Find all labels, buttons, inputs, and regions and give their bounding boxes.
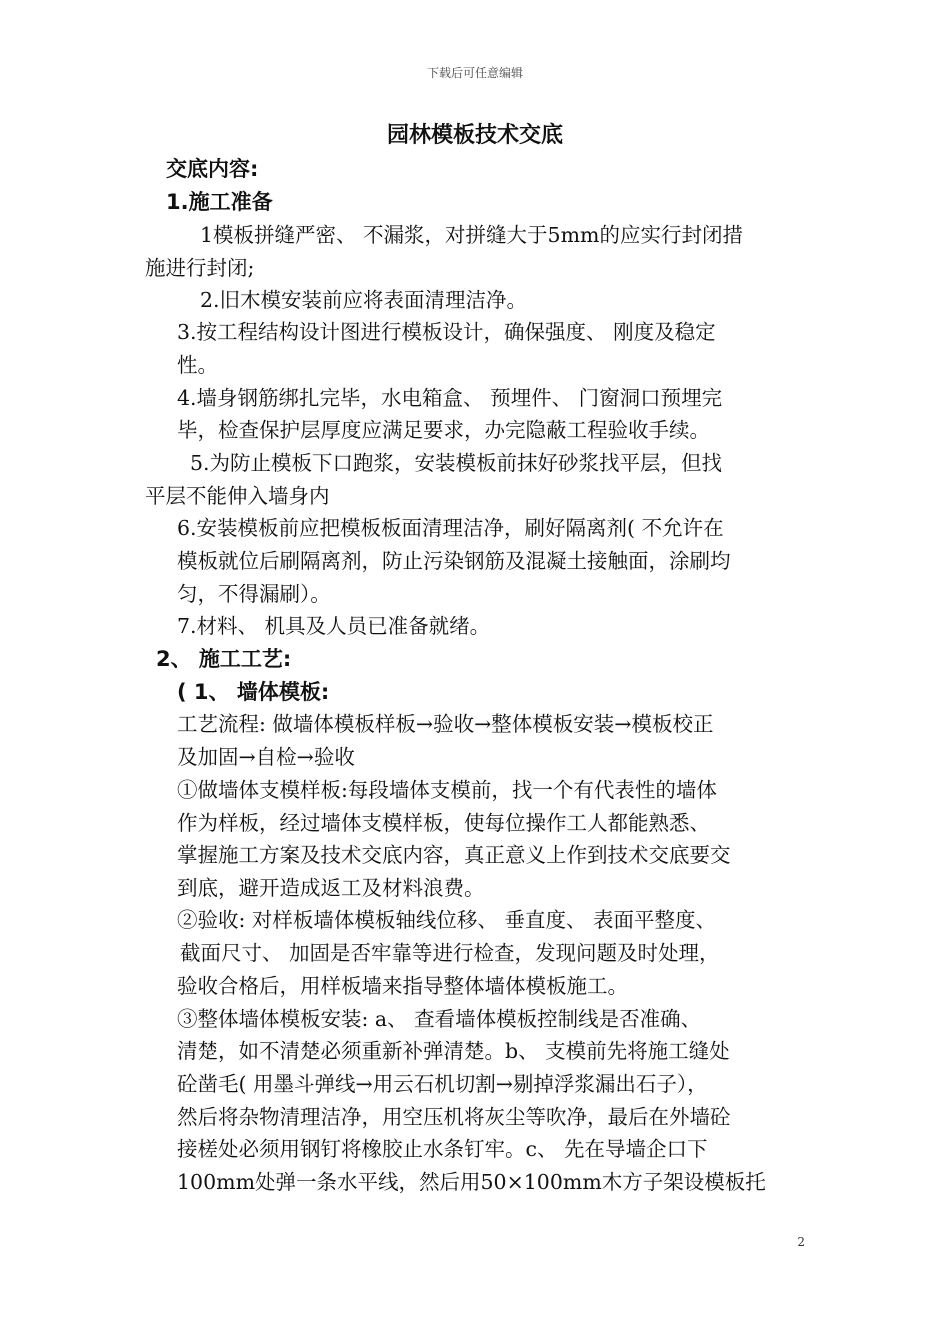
paragraph-line: ①做墙体支模样板:每段墙体支模前，找一个有代表性的墙体 (177, 778, 717, 802)
paragraph-line: 7.材料、 机具及人员已准备就绪。 (177, 614, 491, 638)
paragraph-line: 匀，不得漏刷）。 (177, 582, 331, 606)
section-heading-content: 交底内容: (166, 157, 259, 181)
paragraph-line: 到底，避开造成返工及材料浪费。 (177, 876, 485, 900)
paragraph-line: 100mm处弹一条水平线，然后用50×100mm木方子架设模板托 (177, 1170, 766, 1194)
paragraph-line: 2.旧木模安装前应将表面清理洁净。 (200, 288, 528, 312)
paragraph-line: 掌握施工方案及技术交底内容，真正意义上作到技术交底要交 (177, 843, 731, 867)
paragraph-line: ②验收: 对样板墙体模板轴线位移、 垂直度、 表面平整度、 (177, 908, 716, 932)
paragraph-line: 1模板拼缝严密、 不漏浆，对拼缝大于5mm的应实行封闭措 (200, 223, 743, 247)
paragraph-line: 砼凿毛( 用墨斗弹线→用云石机切割→剔掉浮浆漏出石子）， (177, 1072, 708, 1096)
paragraph-line: 6.安装模板前应把模板板面清理洁净，刷好隔离剂( 不允许在 (177, 516, 724, 540)
paragraph-line: 平层不能伸入墙身内 (145, 484, 330, 508)
section-heading-process: 2、 施工工艺: (156, 647, 292, 671)
paragraph-line: 接槎处必须用钢钉将橡胶止水条钉牢。c、 先在导墙企口下 (177, 1137, 708, 1161)
document-title: 园林模板技术交底 (386, 123, 563, 148)
paragraph-line: 模板就位后刷隔离剂，防止污染钢筋及混凝土接触面，涂刷均 (177, 549, 731, 573)
page-header: 下载后可任意编辑 (426, 66, 523, 80)
paragraph-line: 性。 (177, 353, 218, 377)
paragraph-line: 工艺流程: 做墙体模板样板→验收→整体模板安装→模板校正 (177, 712, 714, 736)
paragraph-line: 清楚，如不清楚必须重新补弹清楚。b、 支模前先将施工缝处 (177, 1039, 730, 1063)
paragraph-line: 作为样板，经过墙体支模样板，使每位操作工人都能熟悉、 (177, 811, 710, 835)
subsection-heading-wall-formwork: ( 1、 墙体模板: (177, 680, 330, 704)
paragraph-line: 验收合格后，用样板墙来指导整体墙体模板施工。 (177, 974, 628, 998)
paragraph-line: 毕，检查保护层厚度应满足要求，办完隐蔽工程验收手续。 (177, 418, 710, 442)
paragraph-line: 5.为防止模板下口跑浆，安装模板前抹好砂浆找平层，但找 (190, 451, 723, 475)
section-heading-preparation: 1.施工准备 (166, 190, 273, 214)
paragraph-line: 然后将杂物清理洁净，用空压机将灰尘等吹净，最后在外墙砼 (177, 1105, 731, 1129)
paragraph-line: ③整体墙体模板安装: a、 查看墙体模板控制线是否准确、 (177, 1007, 702, 1031)
paragraph-line: 施进行封闭; (145, 256, 255, 280)
paragraph-line: 及加固→自检→验收 (177, 745, 355, 769)
paragraph-line: 截面尺寸、 加固是否牢靠等进行检查，发现问题及时处理， (180, 941, 720, 965)
paragraph-line: 4.墙身钢筋绑扎完毕，水电箱盒、 预埋件、 门窗洞口预埋完 (177, 386, 723, 410)
page-number: 2 (797, 1235, 805, 1249)
paragraph-line: 3.按工程结构设计图进行模板设计，确保强度、 刚度及稳定 (177, 320, 716, 344)
